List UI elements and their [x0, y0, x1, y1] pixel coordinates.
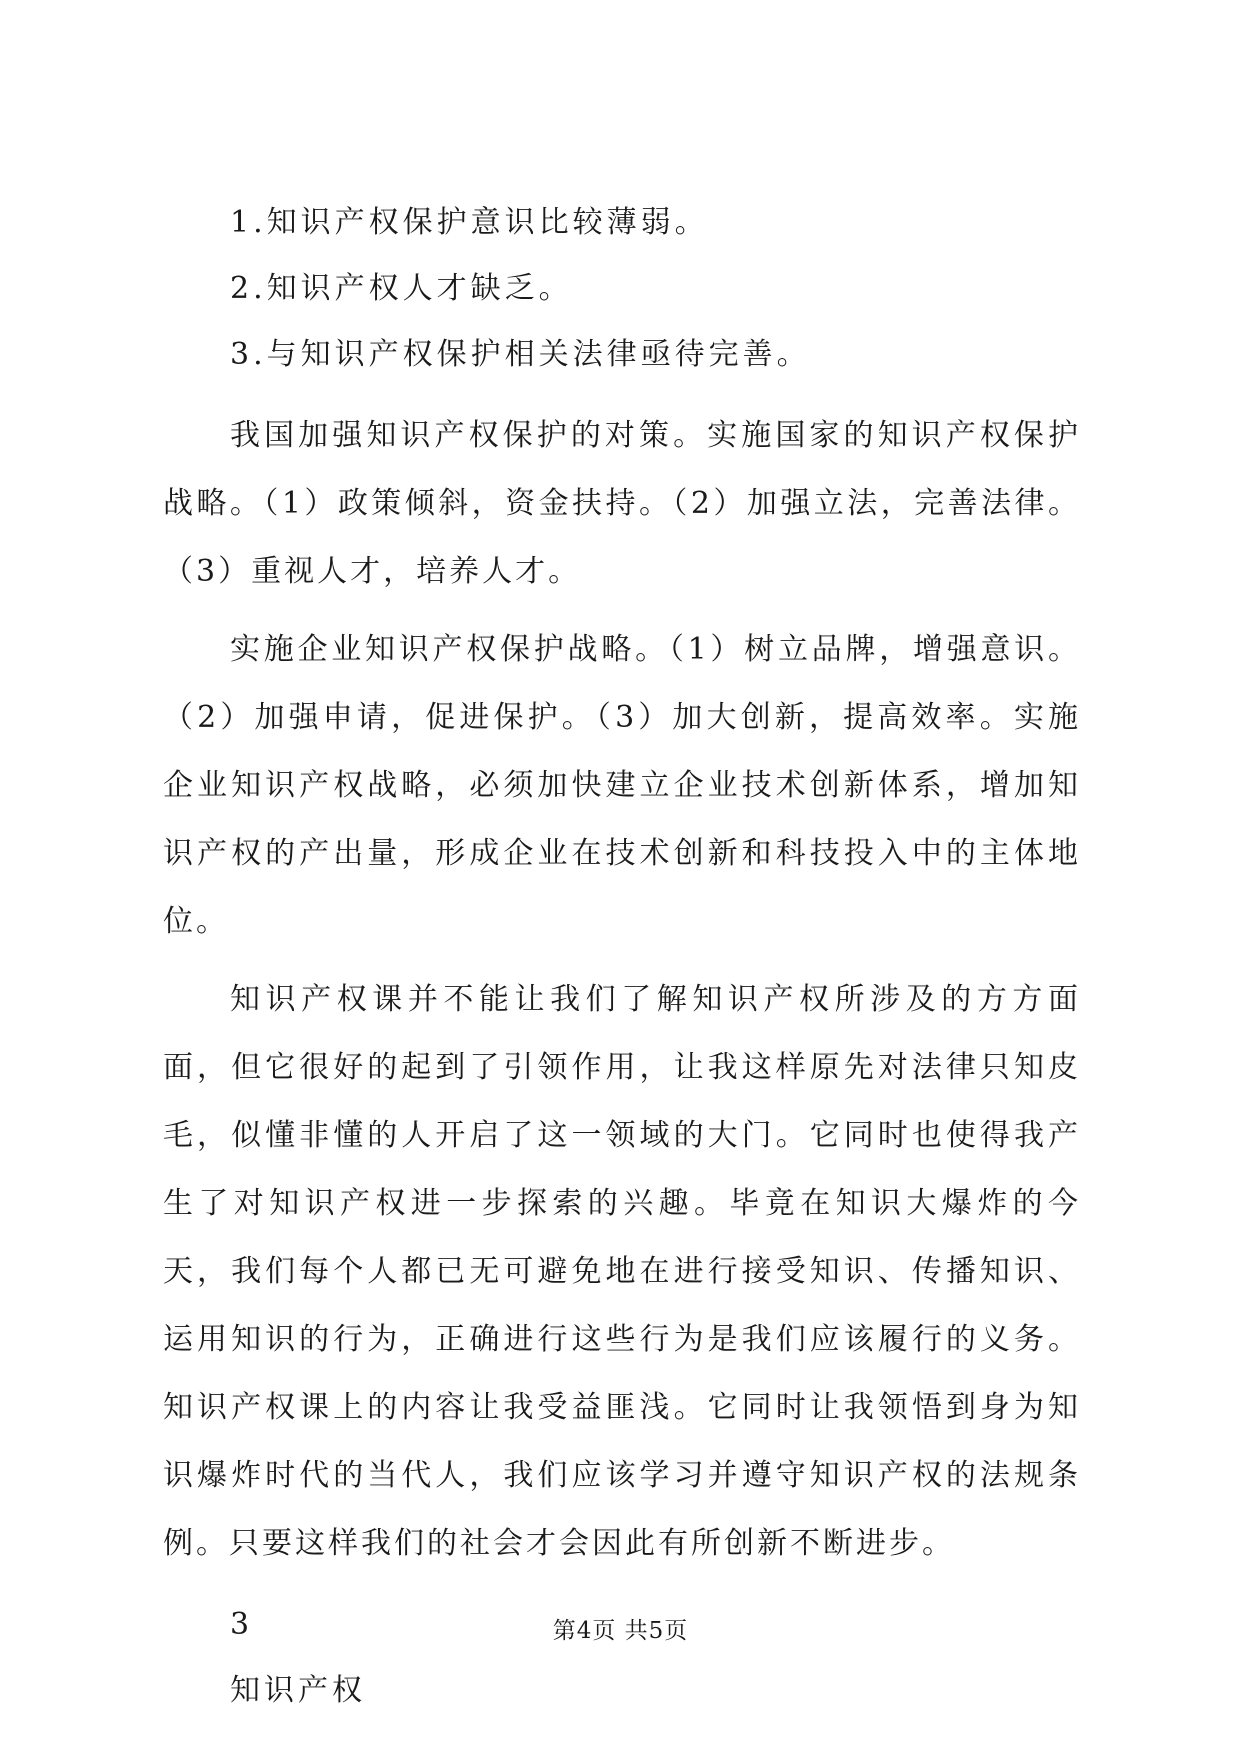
- list-item: 2.知识产权人才缺乏。: [230, 271, 573, 306]
- section-title: 知识产权: [230, 1673, 366, 1708]
- list-item: 3.与知识产权保护相关法律亟待完善。: [230, 337, 811, 372]
- paragraph: 我国加强知识产权保护的对策。实施国家的知识产权保护战略。（1）政策倾斜，资金扶持。（2）加强立法，完善法律。（3）重视人才，培养人才。: [163, 418, 1081, 589]
- document-body: [163, 204, 1081, 1710]
- paragraph-spacer: [163, 606, 1081, 616]
- paragraph: 知识产权课并不能让我们了解知识产权所涉及的方方面面，但它很好的起到了引领作用，让我这样原先对法律只知皮毛，似懂非懂的人开启了这一领域的大门。它同时也使得我产生了对知识产权进一步探索的兴趣。毕竟在知识大爆炸的今天，我们每个人都已无可避免地在进行接受知识、传播知识、运用知识的行为，正确进行这些行为是我们应该履行的义务。知识产权课上的内容让我受益匪浅。它同时让我领悟到身为知识爆炸时代的当代人，我们应该学习并遵守知识产权的法规条例。只要这样我们的社会才会因此有所创新不断进步。: [163, 982, 1081, 1561]
- paragraph: 实施企业知识产权保护战略。（1）树立品牌，增强意识。（2）加强申请，促进保护。（3）加大创新，提高效率。实施企业知识产权战略，必须加快建立企业技术创新体系，增加知识产权的产出量，形成企业在技术创新和科技投入中的主体地位。: [163, 632, 1081, 939]
- page-footer: 第4页 共5页: [552, 1618, 689, 1644]
- list-item: 1.知识产权保护意识比较薄弱。: [230, 205, 709, 240]
- paragraph-spacer: [163, 956, 1081, 966]
- section-number: 3: [230, 1607, 254, 1642]
